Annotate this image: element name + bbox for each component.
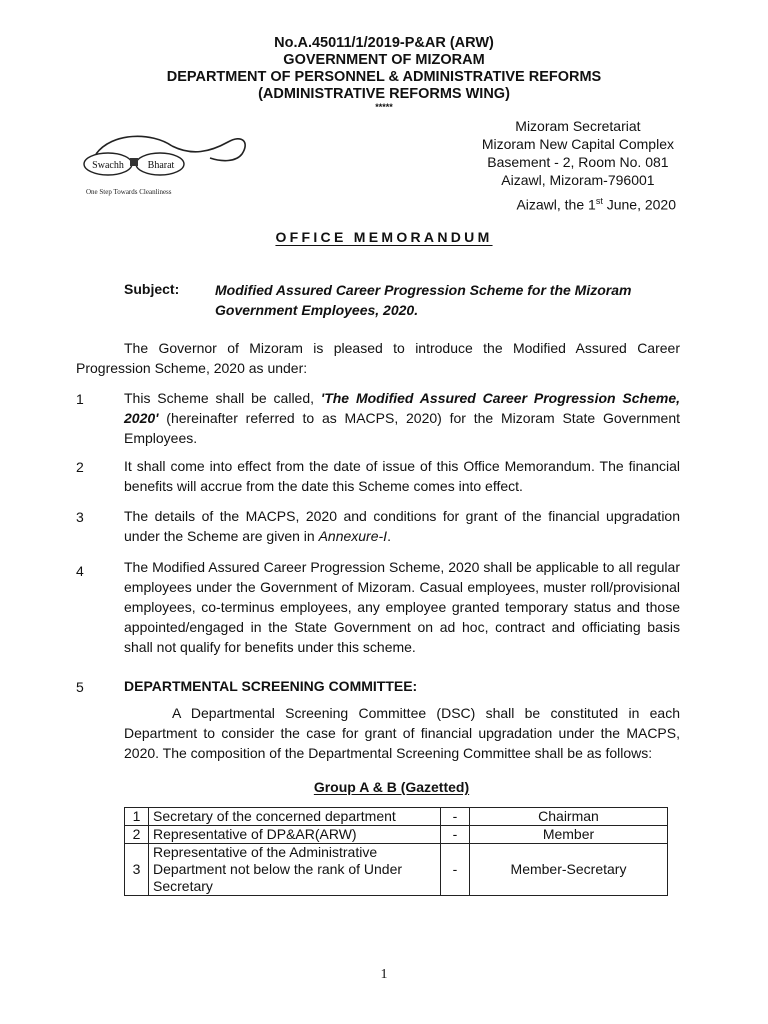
subject-label: Subject: [124, 281, 180, 297]
item-4-text: The Modified Assured Career Progression Scheme, 2020 shall be applicable to all regular employees under the Government of Mizoram. Casual employees, muster roll/provisional employees, co-terminus employees, any employee granted temporary status and those appointed/engaged in the State Government on ad hoc, contract and officiating basis shall not qualify for benefits under this scheme. [124, 559, 680, 655]
committee-table [124, 807, 668, 896]
address-line: Mizoram Secretariat [515, 118, 641, 134]
intro-paragraph: The Governor of Mizoram is pleased to introduce the Modified Assured Career Progression Scheme, 2020 as under: [76, 340, 680, 376]
wing-name: (ADMINISTRATIVE REFORMS WING) [258, 86, 510, 102]
government-name: GOVERNMENT OF MIZORAM [283, 52, 485, 68]
row-number: 1 [125, 808, 149, 826]
table-row [125, 808, 668, 826]
memo-title: OFFICE MEMORANDUM [275, 229, 493, 245]
subject-text: Modified Assured Career Progression Scheme for the Mizoram Government Employees, 2020. [215, 282, 632, 318]
memo-date: Aizawl, the 1st June, 2020 [516, 196, 676, 213]
item-number: 3 [76, 509, 84, 525]
reference-number: No.A.45011/1/2019-P&AR (ARW) [274, 35, 494, 51]
address-line: Mizoram New Capital Complex [481, 136, 674, 152]
item-number: 2 [76, 459, 84, 475]
dash-cell: - [441, 844, 470, 896]
section-heading: DEPARTMENTAL SCREENING COMMITTEE: [124, 678, 418, 694]
logo-left-text: Swachh [92, 160, 124, 171]
item-2-text: It shall come into effect from the date of issue of this Office Memorandum. The financial benefits will accrue from the date this Scheme comes into effect. [124, 458, 680, 494]
item-3-text: The details of the MACPS, 2020 and conditions for grant of the financial upgradation under the Scheme are given in Annexure-I. [124, 508, 680, 544]
table-row [125, 844, 668, 896]
address-line: Aizawl, Mizoram-796001 [501, 172, 655, 188]
member-cell: Representative of DP&AR(ARW) [149, 826, 441, 844]
department-name: DEPARTMENT OF PERSONNEL & ADMINISTRATIVE REFORMS [166, 69, 602, 85]
address-line: Basement - 2, Room No. 081 [487, 154, 669, 170]
row-number: 3 [125, 844, 149, 896]
office-address [482, 117, 674, 189]
group-title: Group A & B (Gazetted) [313, 779, 470, 795]
member-cell: Representative of the Administrative Department not below the rank of Under Secretary [149, 844, 441, 896]
logo-right-text: Bharat [147, 160, 175, 171]
member-cell: Secretary of the concerned department [149, 808, 441, 826]
item-number: 4 [76, 563, 84, 579]
role-cell: Chairman [470, 808, 668, 826]
dash-cell: - [441, 826, 470, 844]
header-stars: ***** [375, 102, 393, 112]
section-5-body: A Departmental Screening Committee (DSC) shall be constituted in each Department to consider the case for grant of financial upgradation under the MACPS, 2020. The composition of the Departmental Screening Committee shall be as follows: [124, 705, 680, 761]
dash-cell: - [441, 808, 470, 826]
role-cell: Member [470, 826, 668, 844]
logo-tagline: One Step Towards Cleanliness [86, 188, 172, 196]
table-row [125, 826, 668, 844]
item-number: 1 [76, 391, 84, 407]
item-number: 5 [76, 679, 84, 695]
page-number: 1 [380, 967, 388, 982]
role-cell: Member-Secretary [470, 844, 668, 896]
item-1-text: This Scheme shall be called, 'The Modified Assured Career Progression Scheme, 2020' (hereinafter referred to as MACPS, 2020) for the Mizoram State Government Employees. [124, 390, 681, 446]
row-number: 2 [125, 826, 149, 844]
